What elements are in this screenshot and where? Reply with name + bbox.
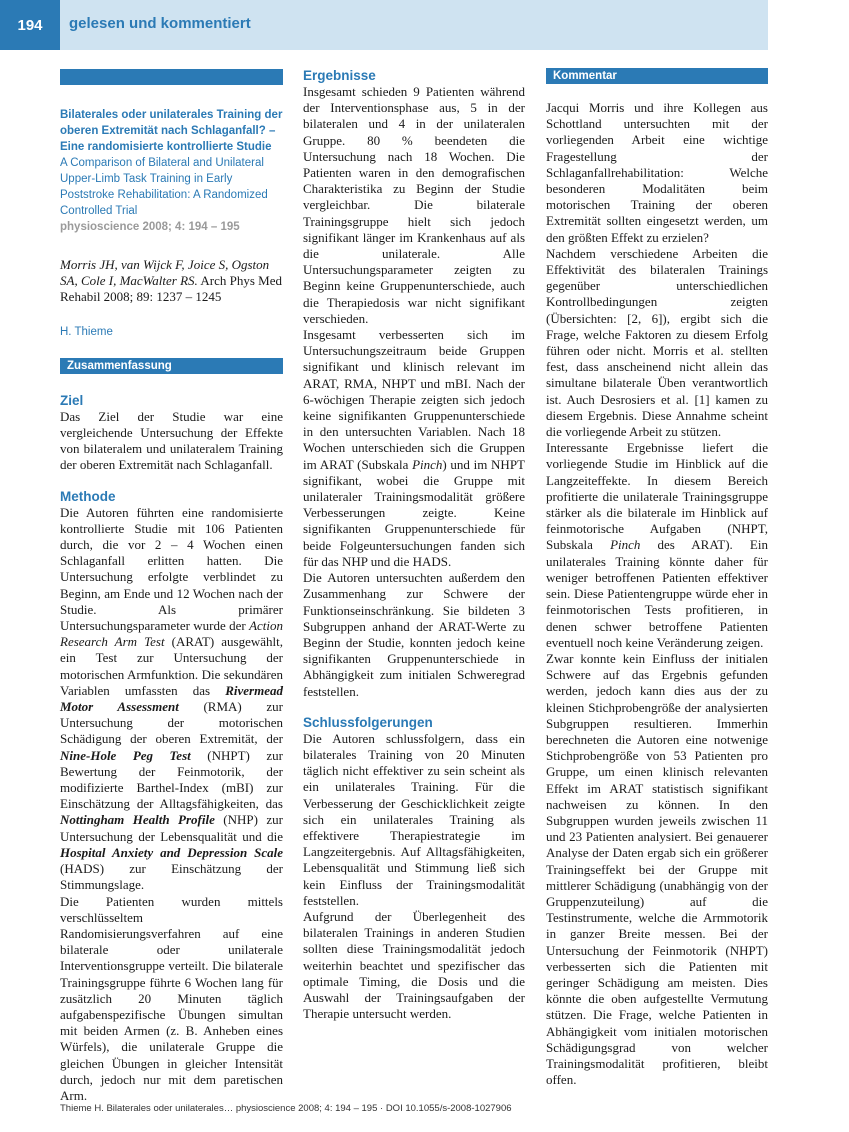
article-title-en: A Comparison of Bilateral and Unilateral Upper-Limb Task Training in Early Poststroke Rehabilitation: A Randomized Controlled Trial: [60, 157, 268, 217]
summary-bar: Zusammenfassung: [60, 358, 283, 374]
kommentar-paragraph-3: Interessante Ergebnisse liefert die vorliegende Studie im Hinblick auf die Langzeiteffekte. In diesem Bereich profitierte die unilaterale Trainingsgruppe stärker als die bilaterale im Hinblick auf feinmotorische Aufgaben (NHPT, Subskala Pinch des ARAT). Ein unilaterales Training könnte daher für weniger betroffenen Patienten effektiver sein. Diese Patientengruppe würde eher in feinmotorischen Tests profitieren, in denen schwer betroffene Patienten eventuell noch keine Veränderung zeigen.: [546, 440, 768, 650]
source-line: physioscience 2008; 4: 194 – 195: [60, 221, 240, 233]
column-right: [546, 60, 768, 1088]
kommentar-paragraph-4: Zwar konnte kein Einfluss der initialen Schwere auf das Ergebnis gefunden werden, jedoch kann dies aus der zu kleinen Stichprobengröße der analysierten Subgruppen resultieren. Immerhin berechneten die Autoren eine notwenige Stichprobengröße von 53 Patienten pro Gruppe, um einen klinisch relevanten Effekt im ARAT statistisch signifikant nachweisen zu können. In den Subgruppen wurden jeweils zwischen 11 und 23 Patienten analysiert. Bei genauerer Analyse der Daten ergab sich ein größerer Trainingseffekt bei der Gruppe mit mittlerer Schädigung (unabhängig von der Gruppenzuteilung) auf die Testinstrumente, welche die Armmotorik in ganzer Breite messen. Bei der Untersuchung der Feinmotorik (NHPT) verbesserten sich die Patienten mit geringer Schädigung am meisten. Dies könnte die oben aufgestellte Vermutung stützen. Die Frage, welche Patienten in Abhängigkeit vom initialen motorischen Schädigungsgrad von welcher Trainingsmodalität profitieren, bleibt offen.: [546, 650, 768, 1088]
schluss-paragraph-2: Aufgrund der Überlegenheit des bilateralen Trainings in anderen Studien sollten diese Trainingsmodalität jedoch weiterhin beachtet und spezifischer das optimale Timing, die Dosis und die Auswahl der Trainingsaufgaben der Therapie untersucht werden.: [303, 908, 525, 1022]
column-middle: [303, 60, 525, 1022]
article-title-de: Bilaterales oder unilaterales Training der oberen Extremität nach Schlaganfall? – Eine randomisierte kontrollierte Studie: [60, 109, 283, 153]
ziel-text: Das Ziel der Studie war eine vergleichende Untersuchung der Effekte von bilateralem und unilateralem Training der oberen Extremität nach Schlaganfall.: [60, 408, 283, 473]
reference-block: [60, 107, 283, 235]
methode-paragraph-2: Die Patienten wurden mittels verschlüsseltem Randomisierungsverfahren auf eine bilaterale oder unilaterale Interventionsgruppe verteilt. Die bilaterale Trainingsgruppe führte 6 Wochen lang für zusätzlich 20 Minuten täglich aufgabenspezifische Übungen simultan mit beiden Armen (z. B. Anheben eines Würfels), die unilaterale Gruppe die gleichen Übungen in gleicher Intensität durch, jedoch nur mit dem paretischen Arm.: [60, 893, 283, 1103]
column-left: [60, 60, 283, 1104]
citation: [60, 257, 283, 306]
commentator: H. Thieme: [60, 325, 113, 338]
title-bar: [60, 69, 283, 85]
methode-heading: Methode: [60, 488, 116, 504]
journal: Arch Phys Med Rehabil 2008; 89: 1237 – 1245: [60, 273, 282, 305]
ergebnisse-paragraph-2: Insgesamt verbesserten sich im Untersuchungszeitraum beide Gruppen signifikant und klinisch relevant im ARAT, RMA, NHPT und mBI. Nach der 6-wöchigen Therapie zeigten sich jedoch keine signifikanten Gruppenunterschiede in den untersuchten Variablen. Nach 18 Wochen unterschieden sich die Gruppen im ARAT (Subskala Pinch) und im NHPT signifikant, wobei die Gruppe mit unilateraler Trainingsmodalität größere Verbesserungen zeigte. Keine signifikanten Gruppenunterschiede für beide Folgeuntersuchungen fanden sich für das NHP und die HADS.: [303, 327, 525, 569]
ergebnisse-paragraph-3: Die Autoren untersuchten außerdem den Zusammenhang zur Schwere der Funktionseinschränkung. Sie bildeten 3 Subgruppen anhand der ARAT-Werte zu Beginn der Studie, konnten jedoch keine signifikanten Gruppenunterschiede in Abhängigkeit zum initialen Schweregrad feststellen.: [303, 570, 525, 699]
page-number: 194: [0, 0, 60, 50]
schluss-paragraph-1: Die Autoren schlussfolgern, dass ein bilaterales Training von 20 Minuten täglich nicht effektiver zu sein scheint als ein unilaterales Training. Für die Verbesserung der Geschicklichkeit zeigte sich ein unilaterales Training als effektivere Therapiestrategie im Langzeitergebnis. Auf Alltagsfähigkeiten, Lebensqualität und Stimmung ließ sich kein Einfluss der Trainingsmodalität feststellen.: [303, 730, 525, 908]
footer-citation: Thieme H. Bilaterales oder unilaterales… physioscience 2008; 4: 194 – 195 · DOI 10.1055/s-2008-1027906: [60, 1103, 512, 1114]
ergebnisse-paragraph-1: Insgesamt schieden 9 Patienten während der Interventionsphase aus, 5 in der bilateralen und 4 in der unilateralen Gruppe. 80 % beendeten die Untersuchung nach 18 Wochen. Die Patienten waren in den demografischen Charakteristika zu Beginn der Studie vergleichbar. Die bilaterale Trainingsgruppe hielt sich jedoch signifikant länger im Krankenhaus auf als die unilaterale. Alle Untersuchungsparameter zeigten zu Beginn keine Gruppenunterschiede, auch die Therapiedosis war nicht signifikant verschieden.: [303, 84, 525, 326]
ziel-heading: Ziel: [60, 392, 84, 408]
ergebnisse-heading: Ergebnisse: [303, 68, 376, 83]
methode-paragraph-1: Die Autoren führten eine randomisierte kontrollierte Studie mit 106 Patienten durch, die vor 2 – 4 Wochen einen Schlaganfall erlitten hatten. Die Untersuchung erfolgte verblindet zu Beginn, am Ende und 12 Wochen nach der Studie. Als primärer Untersuchungsparameter wurde der Action Research Arm Test (ARAT) ausgewählt, ein Test zur Untersuchung der motorischen Armfunktion. Die sekundären Variablen umfassten das Rivermead Motor Assessment (RMA) zur Untersuchung der motorischen Schädigung der oberen Extremität, der Nine-Hole Peg Test (NHPT) zur Bewertung der Feinmotorik, der modifizierte Barthel-Index (mBI) zur Einschätzung der Alltagsfähigkeiten, das Nottingham Health Profile (NHP) zur Untersuchung der Lebensqualität und die Hospital Anxiety and Depression Scale (HADS) zur Einschätzung der Stimmungslage.: [60, 504, 283, 893]
schluss-heading: Schlussfolgerungen: [303, 714, 433, 730]
authors: Morris JH, van Wijck F, Joice S, Ogston SA, Cole I, MacWalter RS.: [60, 257, 270, 289]
kommentar-paragraph-1: Jacqui Morris und ihre Kollegen aus Schottland untersuchten mit der vorliegenden Arbeit eine wichtige Fragestellung der Schlaganfallrehabilitation: Welche besonderen Modalitäten beim motorischen Training der oberen Extremität sollten eingesetzt werden, um den größten Effekt zu erzielen?: [546, 100, 768, 245]
kommentar-bar: Kommentar: [546, 68, 768, 84]
kommentar-paragraph-2: Nachdem verschiedene Arbeiten die Effektivität des bilateralen Trainings gegenüber unterschiedlichen Kontrollbedingungen zeigten (Übersichten: [2, 6]), ergibt sich die Frage, welche Faktoren zu diesem Erfolg führen oder nicht. Morris et al. stellten fest, dass anscheinend nicht allein das simultane bilaterale Üben verantwortlich ist. Auch Desrosiers et al. [1] kamen zu diesem Ergebnis. Diese Annahme scheint die vorliegende Arbeit zu stützen.: [546, 245, 768, 440]
section-title: gelesen und kommentiert: [69, 15, 251, 32]
